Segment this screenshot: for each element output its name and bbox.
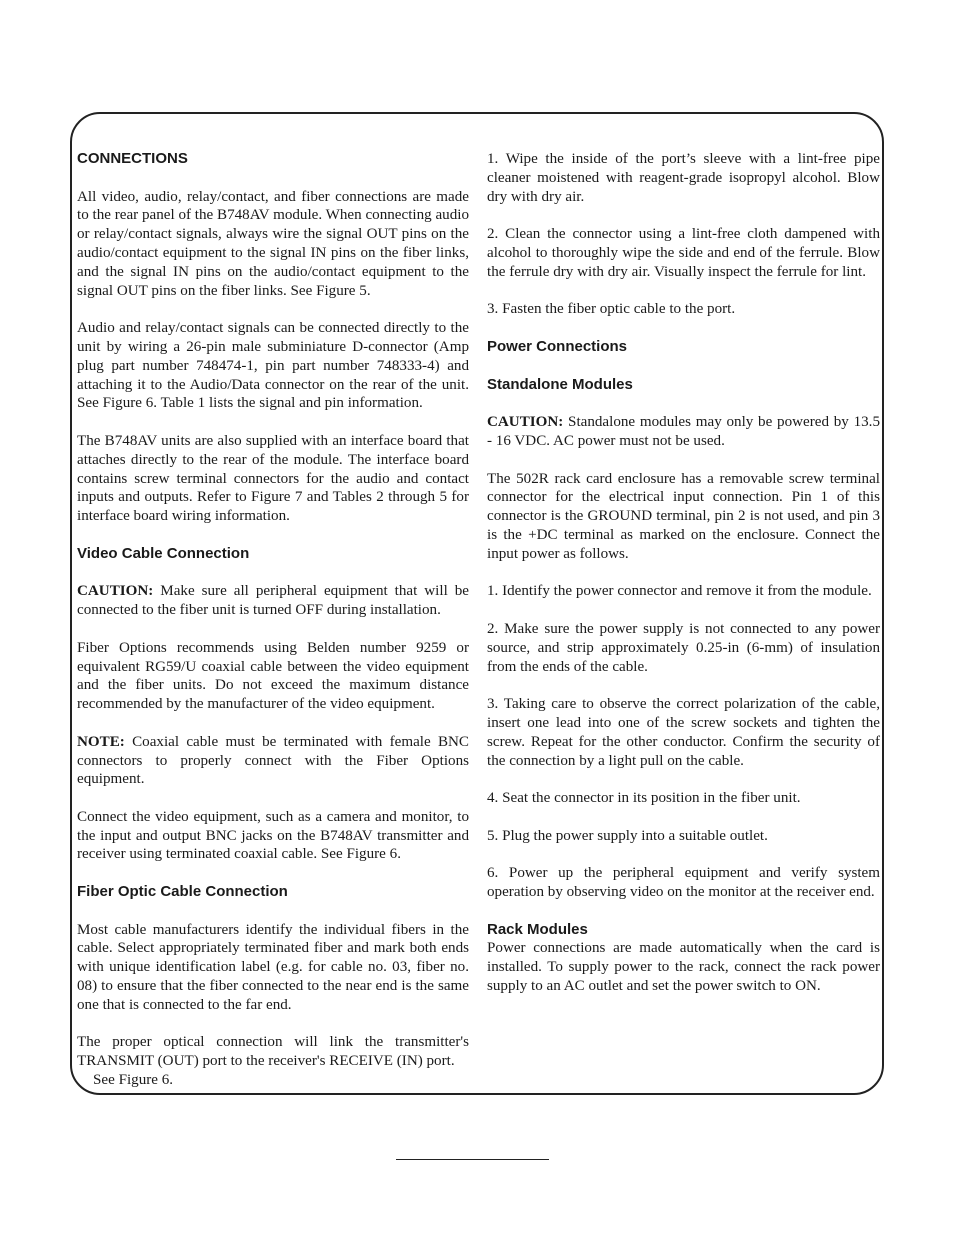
power-step-3: 3. Taking care to observe the correct polarization of the cable, insert one lead into one of the screw sockets and tighten the screw. Repeat for the other conductor. Confirm the security of the connection by a light pull on the cable. [487, 696, 880, 769]
fiber-paragraph-1: Most cable manufacturers identify the individual fibers in the cable. Select appropriately terminated fiber and mark both ends with unique identification label (e.g. for cable no. 03, fiber no. 08) to ensure that the fiber connected to the near end is the same one that is connected to the far end. [77, 921, 469, 1013]
note-text: Coaxial cable must be terminated with female BNC connectors to properly connect with the Fiber Options equipment. [77, 733, 469, 788]
video-paragraph-1: Fiber Options recommends using Belden number 9259 or equivalent RG59/U coaxial cable between the video equipment and the fiber units. Do not exceed the maximum distance recommended by the manufacturer of the video equipment. [77, 639, 469, 713]
connections-paragraph-1: All video, audio, relay/contact, and fiber connections are made to the rear panel of the B748AV module. When connecting audio or relay/contact signals, always wire the signal OUT pins on the audio/contact equipment to the signal IN pins on the fiber links, and the signal IN pins on the audio/contact equipment to the signal OUT pins on the fiber links. See Figure 5. [77, 188, 469, 299]
cleaning-step-3: 3. Fasten the fiber optic cable to the port. [487, 301, 736, 318]
power-connections-heading: Power Connections [487, 337, 628, 355]
power-step-6: 6. Power up the peripheral equipment and verify system operation by observing video on the monitor at the receiver end. [487, 865, 880, 901]
caution-text: Make sure all peripheral equipment that will be connected to the fiber unit is turned OFF during installation. [77, 583, 469, 619]
footer-rule [396, 1159, 549, 1160]
power-step-4: 4. Seat the connector in its position in the fiber unit. [487, 790, 801, 807]
caution-text: Standalone modules may only be powered by 13.5 - 16 VDC. AC power must not be used. [487, 414, 880, 449]
rack-modules-heading: Rack Modules [487, 920, 588, 938]
fiber-optic-heading: Fiber Optic Cable Connection [77, 883, 288, 901]
right-column [487, 150, 880, 996]
cleaning-step-1: 1. Wipe the inside of the port’s sleeve with a lint-free pipe cleaner moistened with reagent-grade isopropyl alcohol. Blow dry with dry air. [487, 151, 880, 205]
video-paragraph-2: Connect the video equipment, such as a camera and monitor, to the input and output BNC jacks on the B748AV transmitter and receiver using terminated coaxial cable. See Figure 6. [77, 808, 469, 863]
left-column [77, 150, 469, 1090]
connections-paragraph-3: The B748AV units are also supplied with an interface board that attaches directly to the rear of the module. The interface board contains screw terminal connectors for the audio and contact inputs and outputs. Refer to Figure 7 and Tables 2 through 5 for interface board wiring information. [77, 432, 469, 525]
power-step-2: 2. Make sure the power supply is not connected to any power source, and strip approximately 0.25-in (6-mm) of insulation from the ends of the cable. [487, 620, 880, 675]
caution-label: CAUTION: [77, 583, 154, 600]
fiber-see-figure: See Figure 6. [93, 1072, 174, 1089]
connections-heading: CONNECTIONS [77, 150, 188, 167]
power-step-1: 1. Identify the power connector and remove it from the module. [487, 583, 872, 600]
rack-paragraph: Power connections are made automatically when the card is installed. To supply power to the rack, connect the rack power supply to an AC outlet and set the power switch to ON. [487, 940, 880, 995]
video-caution [77, 582, 469, 620]
standalone-modules-heading: Standalone Modules [487, 375, 633, 393]
video-cable-heading: Video Cable Connection [77, 544, 250, 562]
enclosure-paragraph: The 502R rack card enclosure has a removable screw terminal connector for the electrical input connection. Pin 1 of this connector is the GROUND terminal, pin 2 is not used, and pin 3 is the +DC terminal as marked on the enclosure. Connect the input power as follows. [487, 470, 880, 562]
power-step-5: 5. Plug the power supply into a suitable outlet. [487, 827, 768, 844]
cleaning-step-2: 2. Clean the connector using a lint-free cloth dampened with alcohol to thoroughly wipe the side and end of the ferrule. Blow the ferrule dry with dry air. Visually inspect the ferrule for lint. [487, 226, 880, 280]
standalone-caution [487, 413, 880, 451]
fiber-paragraph-2: The proper optical connection will link the transmitter's TRANSMIT (OUT) port to the receiver's RECEIVE (IN) port. [77, 1034, 469, 1070]
video-note [77, 733, 469, 789]
connections-paragraph-2: Audio and relay/contact signals can be connected directly to the unit by wiring a 26-pin male subminiature D-connector (Amp plug part number 748474-1, pin part number 748333-4) and attaching it to the Audio/Data connector on the rear of the unit. See Figure 6. Table 1 lists the signal and pin information. [77, 320, 469, 412]
caution-label: CAUTION: [487, 414, 564, 431]
note-label: NOTE: [77, 733, 125, 750]
